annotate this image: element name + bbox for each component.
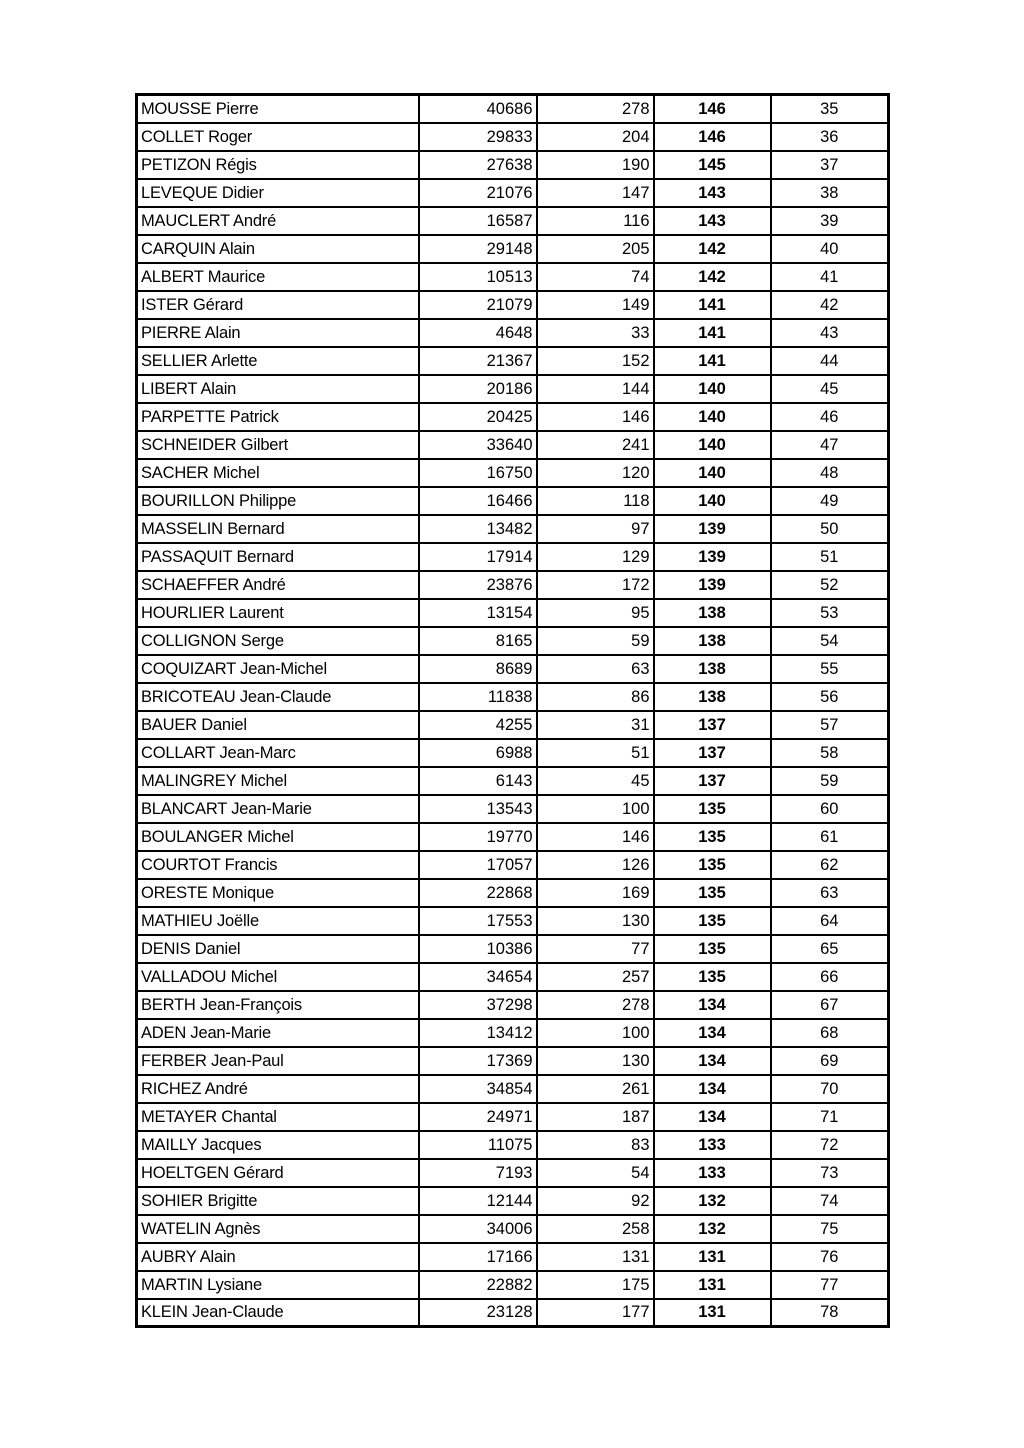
cell-name: HOURLIER Laurent [137,599,419,627]
cell-value-b: 241 [537,431,654,459]
cell-name: MAUCLERT André [137,207,419,235]
cell-name: MAILLY Jacques [137,1131,419,1159]
cell-value-b: 172 [537,571,654,599]
cell-rank: 76 [771,1243,889,1271]
cell-rank: 77 [771,1271,889,1299]
cell-value-a: 13482 [419,515,537,543]
cell-rank: 37 [771,151,889,179]
cell-name: DENIS Daniel [137,935,419,963]
cell-value-a: 17553 [419,907,537,935]
cell-value-a: 21367 [419,347,537,375]
cell-rank: 70 [771,1075,889,1103]
cell-value-a: 17057 [419,851,537,879]
cell-value-a: 4648 [419,319,537,347]
cell-score: 146 [654,123,771,151]
cell-score: 137 [654,711,771,739]
table-row [137,403,889,431]
cell-value-a: 34854 [419,1075,537,1103]
table-row [137,795,889,823]
cell-value-b: 146 [537,823,654,851]
cell-value-a: 6143 [419,767,537,795]
table-row [137,935,889,963]
table-row [137,1215,889,1243]
table-row [137,1047,889,1075]
table-row [137,151,889,179]
cell-value-b: 130 [537,907,654,935]
table-row [137,375,889,403]
cell-name: PETIZON Régis [137,151,419,179]
table-row [137,1159,889,1187]
cell-value-b: 100 [537,1019,654,1047]
table-row [137,1103,889,1131]
cell-name: LIBERT Alain [137,375,419,403]
cell-rank: 60 [771,795,889,823]
cell-score: 143 [654,207,771,235]
cell-rank: 35 [771,95,889,123]
cell-score: 131 [654,1271,771,1299]
cell-rank: 78 [771,1299,889,1327]
cell-rank: 52 [771,571,889,599]
cell-rank: 50 [771,515,889,543]
cell-score: 139 [654,571,771,599]
cell-rank: 71 [771,1103,889,1131]
cell-name: COLLART Jean-Marc [137,739,419,767]
cell-name: MASSELIN Bernard [137,515,419,543]
cell-score: 135 [654,823,771,851]
cell-score: 137 [654,739,771,767]
cell-value-a: 19770 [419,823,537,851]
cell-score: 131 [654,1243,771,1271]
cell-name: KLEIN Jean-Claude [137,1299,419,1327]
table-row [137,179,889,207]
table-row [137,1271,889,1299]
cell-value-a: 37298 [419,991,537,1019]
cell-value-a: 29148 [419,235,537,263]
cell-rank: 54 [771,627,889,655]
cell-score: 140 [654,403,771,431]
cell-rank: 56 [771,683,889,711]
cell-score: 140 [654,431,771,459]
table-row [137,683,889,711]
table-row [137,739,889,767]
cell-name: COLLET Roger [137,123,419,151]
table-row [137,907,889,935]
cell-value-a: 23128 [419,1299,537,1327]
cell-name: SOHIER Brigitte [137,1187,419,1215]
cell-value-b: 63 [537,655,654,683]
table-row [137,851,889,879]
table-row [137,207,889,235]
cell-rank: 64 [771,907,889,935]
table-row [137,459,889,487]
cell-rank: 68 [771,1019,889,1047]
cell-name: WATELIN Agnès [137,1215,419,1243]
cell-score: 132 [654,1215,771,1243]
cell-score: 146 [654,95,771,123]
cell-value-b: 278 [537,991,654,1019]
cell-score: 139 [654,515,771,543]
cell-score: 138 [654,683,771,711]
cell-value-b: 152 [537,347,654,375]
cell-score: 132 [654,1187,771,1215]
cell-value-b: 45 [537,767,654,795]
cell-rank: 75 [771,1215,889,1243]
cell-value-b: 129 [537,543,654,571]
cell-value-a: 17914 [419,543,537,571]
cell-value-b: 54 [537,1159,654,1187]
cell-rank: 66 [771,963,889,991]
cell-value-a: 17166 [419,1243,537,1271]
cell-value-a: 11838 [419,683,537,711]
cell-rank: 67 [771,991,889,1019]
cell-value-b: 261 [537,1075,654,1103]
cell-rank: 59 [771,767,889,795]
cell-score: 135 [654,935,771,963]
cell-name: SELLIER Arlette [137,347,419,375]
cell-score: 131 [654,1299,771,1327]
cell-rank: 48 [771,459,889,487]
cell-score: 134 [654,1075,771,1103]
cell-rank: 57 [771,711,889,739]
cell-score: 143 [654,179,771,207]
cell-value-b: 169 [537,879,654,907]
table-row [137,767,889,795]
cell-value-b: 190 [537,151,654,179]
cell-score: 134 [654,991,771,1019]
cell-name: SACHER Michel [137,459,419,487]
table-row [137,515,889,543]
ranking-table [135,93,890,1328]
cell-name: COURTOT Francis [137,851,419,879]
cell-name: METAYER Chantal [137,1103,419,1131]
cell-value-a: 13154 [419,599,537,627]
table-row [137,291,889,319]
cell-rank: 40 [771,235,889,263]
cell-rank: 43 [771,319,889,347]
cell-name: PIERRE Alain [137,319,419,347]
cell-name: MALINGREY Michel [137,767,419,795]
cell-name: MARTIN Lysiane [137,1271,419,1299]
table-row [137,95,889,123]
cell-value-b: 118 [537,487,654,515]
cell-score: 134 [654,1103,771,1131]
cell-score: 142 [654,263,771,291]
cell-value-a: 22868 [419,879,537,907]
cell-name: PASSAQUIT Bernard [137,543,419,571]
cell-score: 145 [654,151,771,179]
cell-value-b: 205 [537,235,654,263]
cell-value-a: 6988 [419,739,537,767]
cell-value-a: 8165 [419,627,537,655]
cell-value-b: 86 [537,683,654,711]
cell-name: BOULANGER Michel [137,823,419,851]
cell-name: COLLIGNON Serge [137,627,419,655]
cell-value-a: 4255 [419,711,537,739]
cell-rank: 41 [771,263,889,291]
cell-rank: 38 [771,179,889,207]
cell-name: ALBERT Maurice [137,263,419,291]
cell-score: 140 [654,487,771,515]
cell-value-a: 7193 [419,1159,537,1187]
cell-name: MOUSSE Pierre [137,95,419,123]
table-row [137,431,889,459]
cell-rank: 69 [771,1047,889,1075]
table-row [137,991,889,1019]
cell-rank: 72 [771,1131,889,1159]
cell-value-b: 126 [537,851,654,879]
cell-score: 141 [654,291,771,319]
table-row [137,823,889,851]
cell-rank: 61 [771,823,889,851]
cell-name: VALLADOU Michel [137,963,419,991]
cell-name: BAUER Daniel [137,711,419,739]
cell-rank: 49 [771,487,889,515]
cell-value-b: 51 [537,739,654,767]
table-row [137,627,889,655]
cell-name: BLANCART Jean-Marie [137,795,419,823]
cell-name: AUBRY Alain [137,1243,419,1271]
cell-value-b: 92 [537,1187,654,1215]
cell-name: BRICOTEAU Jean-Claude [137,683,419,711]
ranking-table-body [137,95,889,1327]
cell-rank: 53 [771,599,889,627]
table-row [137,1299,889,1327]
table-row [137,487,889,515]
cell-name: COQUIZART Jean-Michel [137,655,419,683]
table-row [137,235,889,263]
cell-name: CARQUIN Alain [137,235,419,263]
cell-value-b: 116 [537,207,654,235]
cell-rank: 73 [771,1159,889,1187]
cell-value-b: 77 [537,935,654,963]
cell-value-a: 23876 [419,571,537,599]
cell-value-b: 95 [537,599,654,627]
cell-score: 135 [654,851,771,879]
table-row [137,879,889,907]
cell-value-b: 83 [537,1131,654,1159]
cell-value-b: 278 [537,95,654,123]
cell-value-a: 29833 [419,123,537,151]
cell-rank: 55 [771,655,889,683]
cell-value-a: 20425 [419,403,537,431]
cell-value-b: 97 [537,515,654,543]
cell-value-b: 187 [537,1103,654,1131]
cell-value-b: 59 [537,627,654,655]
table-row [137,1131,889,1159]
cell-value-a: 40686 [419,95,537,123]
cell-score: 138 [654,627,771,655]
cell-value-a: 16466 [419,487,537,515]
cell-value-a: 34654 [419,963,537,991]
table-row [137,711,889,739]
cell-value-b: 31 [537,711,654,739]
cell-score: 142 [654,235,771,263]
cell-score: 139 [654,543,771,571]
cell-value-a: 10386 [419,935,537,963]
cell-value-b: 130 [537,1047,654,1075]
cell-value-a: 21076 [419,179,537,207]
cell-score: 134 [654,1047,771,1075]
cell-score: 138 [654,655,771,683]
table-row [137,1019,889,1047]
cell-name: HOELTGEN Gérard [137,1159,419,1187]
cell-rank: 47 [771,431,889,459]
table-row [137,1075,889,1103]
cell-rank: 62 [771,851,889,879]
cell-rank: 42 [771,291,889,319]
cell-name: SCHAEFFER André [137,571,419,599]
cell-rank: 39 [771,207,889,235]
cell-value-a: 21079 [419,291,537,319]
cell-rank: 63 [771,879,889,907]
cell-score: 137 [654,767,771,795]
cell-rank: 46 [771,403,889,431]
cell-value-a: 16587 [419,207,537,235]
cell-value-a: 16750 [419,459,537,487]
cell-value-b: 204 [537,123,654,151]
cell-name: ORESTE Monique [137,879,419,907]
cell-name: MATHIEU Joëlle [137,907,419,935]
table-row [137,347,889,375]
cell-score: 133 [654,1131,771,1159]
cell-value-a: 13412 [419,1019,537,1047]
cell-score: 141 [654,347,771,375]
table-row [137,963,889,991]
cell-score: 140 [654,375,771,403]
cell-score: 135 [654,907,771,935]
cell-value-a: 34006 [419,1215,537,1243]
cell-value-b: 149 [537,291,654,319]
cell-value-b: 33 [537,319,654,347]
cell-value-a: 27638 [419,151,537,179]
cell-value-a: 24971 [419,1103,537,1131]
cell-rank: 45 [771,375,889,403]
cell-rank: 58 [771,739,889,767]
table-row [137,543,889,571]
cell-name: ISTER Gérard [137,291,419,319]
cell-score: 140 [654,459,771,487]
cell-value-a: 10513 [419,263,537,291]
cell-name: BERTH Jean-François [137,991,419,1019]
cell-value-b: 175 [537,1271,654,1299]
cell-value-b: 120 [537,459,654,487]
table-row [137,599,889,627]
cell-score: 133 [654,1159,771,1187]
cell-score: 138 [654,599,771,627]
cell-value-b: 74 [537,263,654,291]
cell-name: BOURILLON Philippe [137,487,419,515]
cell-rank: 65 [771,935,889,963]
cell-score: 134 [654,1019,771,1047]
cell-value-a: 8689 [419,655,537,683]
cell-value-b: 100 [537,795,654,823]
cell-value-a: 22882 [419,1271,537,1299]
cell-value-b: 146 [537,403,654,431]
cell-value-b: 131 [537,1243,654,1271]
cell-value-a: 11075 [419,1131,537,1159]
cell-rank: 51 [771,543,889,571]
cell-name: PARPETTE Patrick [137,403,419,431]
cell-value-b: 258 [537,1215,654,1243]
cell-score: 135 [654,963,771,991]
cell-value-b: 257 [537,963,654,991]
cell-value-b: 177 [537,1299,654,1327]
table-row [137,571,889,599]
cell-value-a: 33640 [419,431,537,459]
cell-name: FERBER Jean-Paul [137,1047,419,1075]
cell-value-a: 17369 [419,1047,537,1075]
cell-value-a: 12144 [419,1187,537,1215]
cell-value-a: 20186 [419,375,537,403]
table-row [137,1187,889,1215]
cell-name: ADEN Jean-Marie [137,1019,419,1047]
cell-rank: 44 [771,347,889,375]
table-row [137,123,889,151]
cell-rank: 36 [771,123,889,151]
cell-score: 135 [654,879,771,907]
table-row [137,1243,889,1271]
cell-rank: 74 [771,1187,889,1215]
table-row [137,655,889,683]
cell-name: RICHEZ André [137,1075,419,1103]
cell-score: 141 [654,319,771,347]
cell-score: 135 [654,795,771,823]
table-row [137,319,889,347]
cell-value-b: 144 [537,375,654,403]
cell-name: SCHNEIDER Gilbert [137,431,419,459]
table-row [137,263,889,291]
cell-value-b: 147 [537,179,654,207]
cell-name: LEVEQUE Didier [137,179,419,207]
cell-value-a: 13543 [419,795,537,823]
